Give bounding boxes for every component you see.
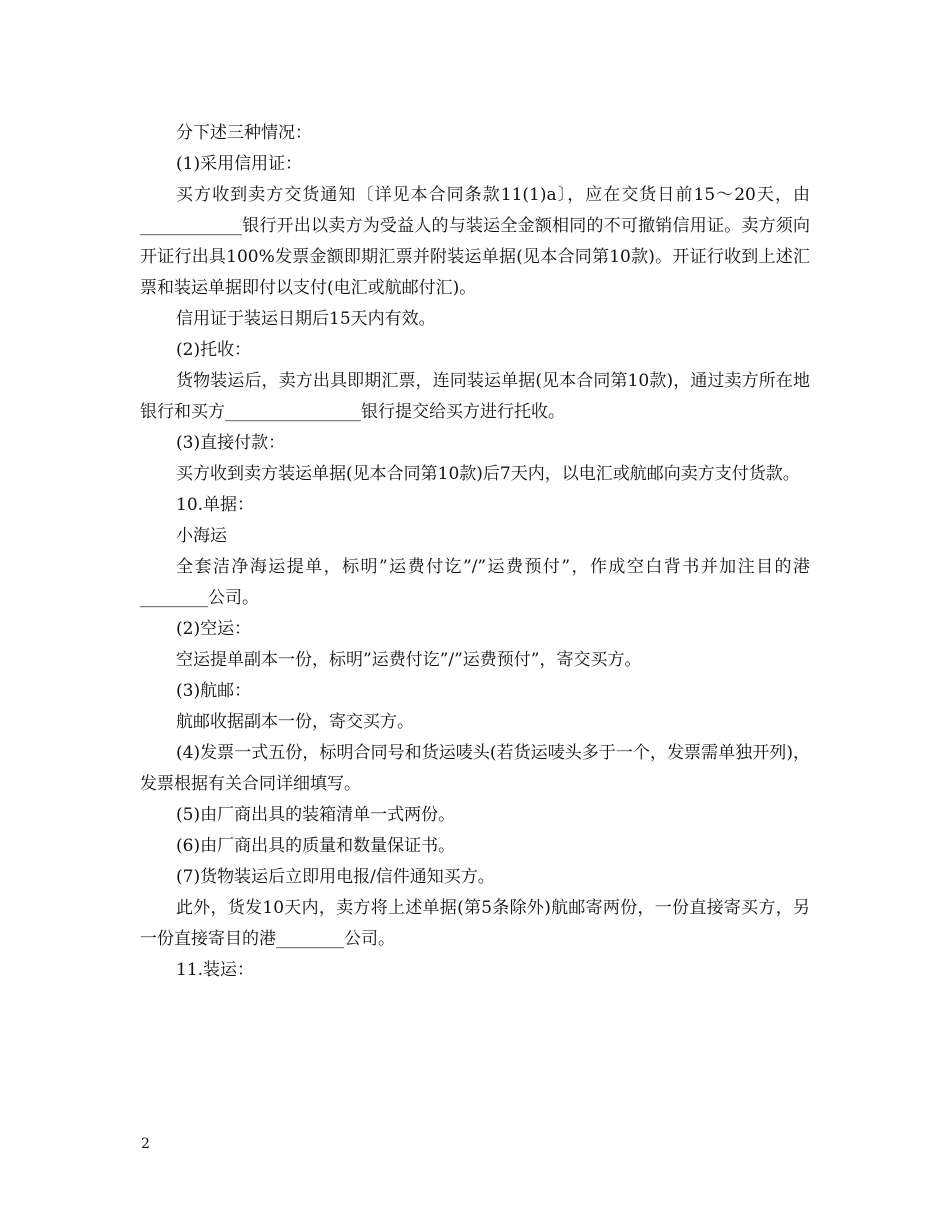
paragraph: (7)货物装运后立即用电报/信件通知买方。	[176, 867, 495, 887]
paragraph: 小海运	[176, 526, 227, 546]
paragraph: (2)托收：	[176, 340, 252, 360]
paragraph: 分下述三种情况：	[176, 123, 312, 143]
paragraph: (5)由厂商出具的装箱清单一式两份。	[176, 805, 456, 825]
paragraph: 货物装运后，卖方出具即期汇票，连同装运单据(见本合同第10款)，通过卖方所在地银行和买方________________银行提交给买方进行托收。	[140, 371, 810, 422]
paragraph: 10.单据：	[176, 495, 255, 515]
page-number: 2	[141, 1136, 150, 1152]
paragraph: (4)发票一式五份，标明合同号和货运唛头(若货运唛头多于一个，发票需单独开列)，发票根据有关合同详细填写。	[140, 743, 810, 794]
paragraph: 此外，货发10天内，卖方将上述单据(第5条除外)航邮寄两份，一份直接寄买方，另一份直接寄目的港________公司。	[140, 898, 810, 949]
paragraph: (6)由厂商出具的质量和数量保证书。	[176, 836, 456, 856]
paragraph: 买方收到卖方装运单据(见本合同第10款)后7天内，以电汇或航邮向卖方支付货款。	[176, 464, 800, 484]
paragraph: 航邮收据副本一份，寄交买方。	[176, 712, 414, 732]
paragraph: (3)航邮：	[176, 681, 252, 701]
paragraph: 空运提单副本一份，标明”运费付讫”/”运费预付”，寄交买方。	[176, 650, 642, 670]
document-body	[140, 118, 810, 986]
paragraph: 11.装运：	[176, 960, 255, 980]
paragraph: (3)直接付款：	[176, 433, 286, 453]
paragraph: 全套洁净海运提单，标明”运费付讫”/”运费预付”，作成空白背书并加注目的港________公司。	[140, 557, 810, 608]
paragraph: (1)采用信用证：	[176, 154, 303, 174]
paragraph: 买方收到卖方交货通知〔详见本合同条款11(1)a〕，应在交货日前15～20天，由____________银行开出以卖方为受益人的与装运全金额相同的不可撤销信用证。卖方须向开证行出具100%发票金额即期汇票并附装运单据(见本合同第10款)。开证行收到上述汇票和装运单据即付以支付(电汇或航邮付汇)。	[140, 185, 810, 298]
paragraph: 信用证于装运日期后15天内有效。	[176, 309, 436, 329]
paragraph: (2)空运：	[176, 619, 252, 639]
